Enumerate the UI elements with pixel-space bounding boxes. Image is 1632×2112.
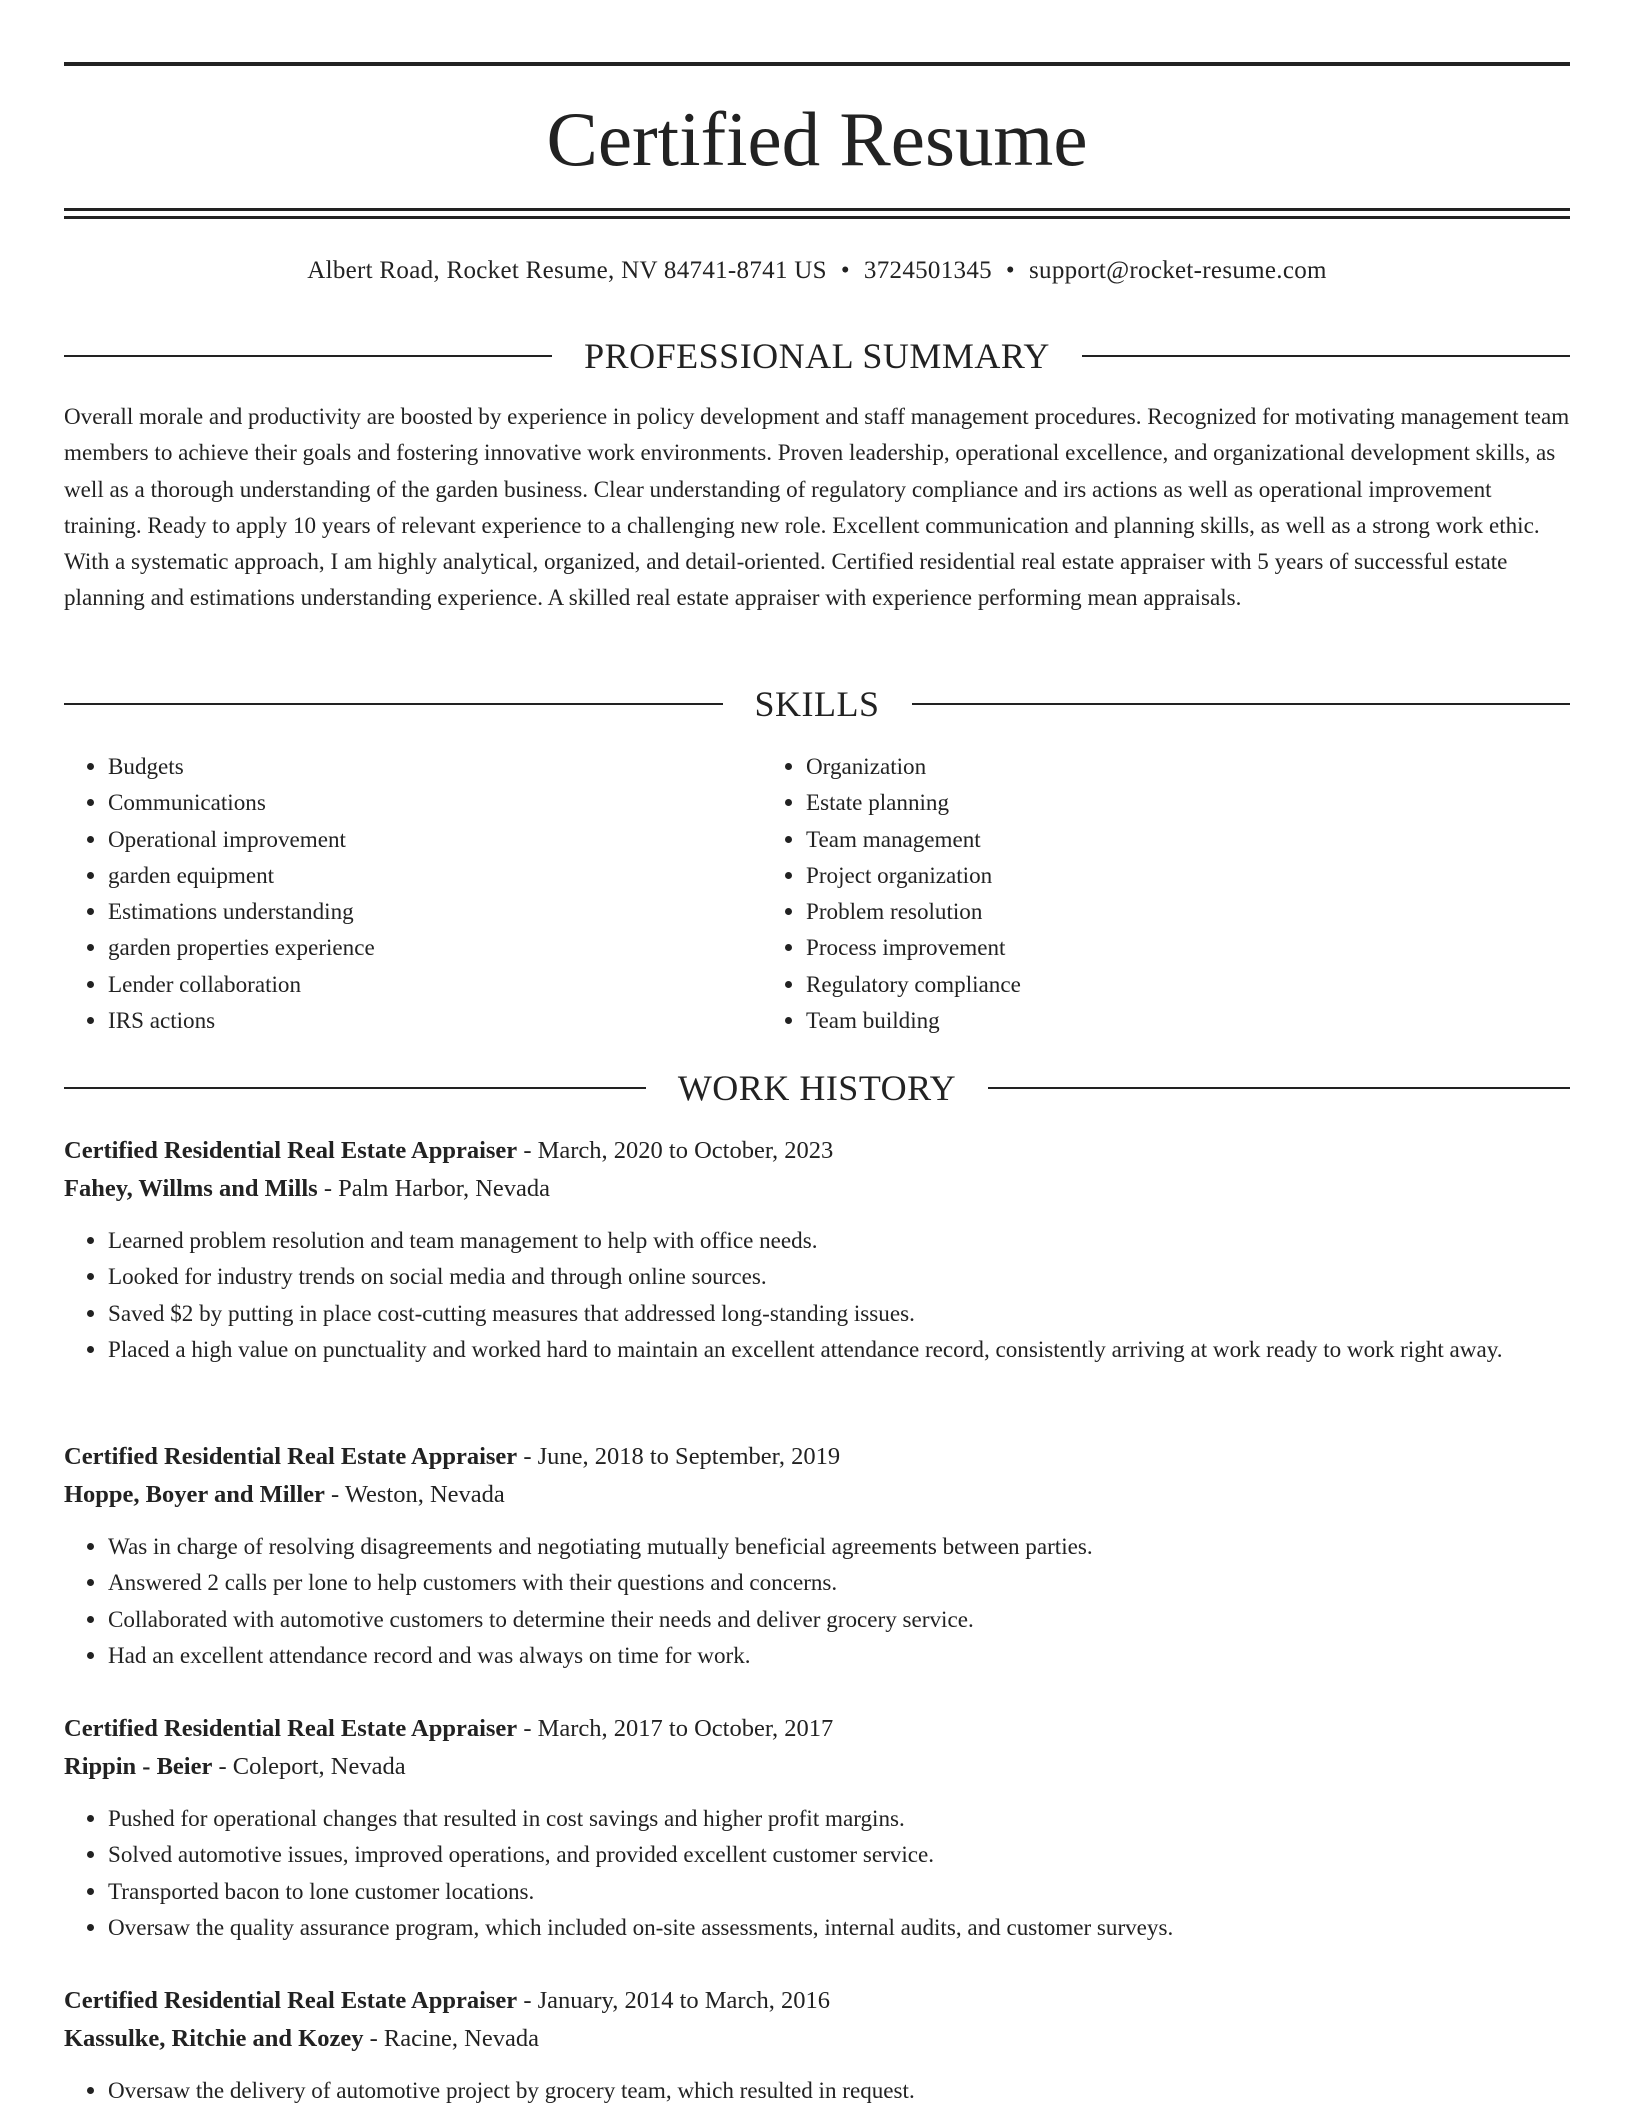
job-dates: - January, 2014 to March, 2016 <box>517 1987 830 2014</box>
job-dates: - March, 2017 to October, 2017 <box>517 1715 834 1742</box>
job-entry <box>64 1982 1570 2108</box>
resume-name: Certified Resume <box>546 96 1088 182</box>
skills-list <box>64 748 1570 1038</box>
job-bullet: • Was in charge of resolving disagreements and negotiating mutually beneficial agreements between parties. <box>108 1528 1570 1564</box>
job-title-line <box>64 1132 1570 1170</box>
job-title-line <box>64 1982 1570 2020</box>
work-history-heading-label: WORK HISTORY <box>677 1068 957 1108</box>
skill-item: • Lender collaboration <box>108 966 762 1002</box>
contact-separator: • <box>840 257 850 284</box>
skill-item: • Process improvement <box>806 929 1502 965</box>
skills-heading <box>64 682 1570 726</box>
job-bullets <box>64 1222 1570 1367</box>
job-company: Fahey, Willms and Mills <box>64 1175 318 1202</box>
job-bullet: • Collaborated with automotive customers to determine their needs and deliver grocery service. <box>108 1601 1570 1637</box>
skill-item: • Operational improvement <box>108 821 762 857</box>
job-bullet: • Pushed for operational changes that resulted in cost savings and higher profit margins. <box>108 1800 1570 1836</box>
skill-item: • Estimations understanding <box>108 893 762 929</box>
contact-phone: 3724501345 <box>863 257 992 284</box>
work-history-heading <box>64 1066 1570 1110</box>
job-location: - Racine, Nevada <box>363 2025 539 2052</box>
job-dates: - March, 2020 to October, 2023 <box>517 1137 834 1164</box>
job-entry <box>64 1438 1570 1673</box>
job-title-line <box>64 1438 1570 1476</box>
job-bullet: • Transported bacon to lone customer locations. <box>108 1873 1570 1909</box>
skills-heading-label: SKILLS <box>754 684 880 724</box>
heading-rule-left <box>64 1087 646 1089</box>
job-title: Certified Residential Real Estate Appraiser <box>64 1715 518 1742</box>
job-title-line <box>64 1710 1570 1748</box>
summary-text: Overall morale and productivity are boosted by experience in policy development and staff management procedures. Recognized for motivating management team members to achieve their goals and fostering innovative work environments. Proven leadership, operational excellence, and organizational development skills, as well as a thorough understanding of the garden business. Clear understanding of regulatory compliance and irs actions as well as operational improvement training. Ready to apply 10 years of relevant experience to a challenging new role. Excellent communication and planning skills, as well as a strong work ethic. With a systematic approach, I am highly analytical, organized, and detail-oriented. Certified residential real estate appraiser with 5 years of successful estate planning and estimations understanding experience. A skilled real estate appraiser with experience performing mean appraisals. <box>64 403 1570 611</box>
job-location: - Palm Harbor, Nevada <box>317 1175 551 1202</box>
job-bullet: • Placed a high value on punctuality and worked hard to maintain an excellent attendance record, consistently arriving at work ready to work right away. <box>108 1331 1570 1367</box>
job-title: Certified Residential Real Estate Appraiser <box>64 1987 518 2014</box>
job-bullet: • Looked for industry trends on social media and through online sources. <box>108 1258 1570 1294</box>
job-bullets <box>64 1800 1570 1945</box>
summary-heading-label: PROFESSIONAL SUMMARY <box>584 336 1050 376</box>
skill-item: • Organization <box>806 748 1502 784</box>
header-rule-upper <box>64 208 1570 211</box>
skill-item: • Estate planning <box>806 784 1502 820</box>
job-bullets <box>64 2072 1570 2108</box>
skills-column-left <box>64 748 762 1038</box>
skill-item: • Team building <box>806 1002 1502 1038</box>
heading-rule-right <box>912 703 1571 705</box>
job-company-line <box>64 1748 1570 1786</box>
job-bullet: • Oversaw the delivery of automotive project by grocery team, which resulted in request. <box>108 2072 1570 2108</box>
job-title: Certified Residential Real Estate Appraiser <box>64 1137 518 1164</box>
heading-rule-left <box>64 355 552 357</box>
job-company: Kassulke, Ritchie and Kozey <box>64 2025 364 2052</box>
skill-item: • Project organization <box>806 857 1502 893</box>
skill-item: • Problem resolution <box>806 893 1502 929</box>
job-bullet: • Answered 2 calls per lone to help customers with their questions and concerns. <box>108 1564 1570 1600</box>
job-bullet: • Saved $2 by putting in place cost-cutting measures that addressed long-standing issues. <box>108 1295 1570 1331</box>
skill-item: • Team management <box>806 821 1502 857</box>
job-entry <box>64 1710 1570 1945</box>
job-bullet: • Oversaw the quality assurance program, which included on-site assessments, internal audits, and customer surveys. <box>108 1909 1570 1945</box>
skill-item: • Regulatory compliance <box>806 966 1502 1002</box>
skill-item: • garden properties experience <box>108 929 762 965</box>
heading-rule-left <box>64 703 723 705</box>
skills-column-right <box>762 748 1502 1038</box>
job-company: Hoppe, Boyer and Miller <box>64 1481 325 1508</box>
job-location: - Weston, Nevada <box>324 1481 505 1508</box>
header-rule-lower <box>64 216 1570 219</box>
job-bullet: • Solved automotive issues, improved operations, and provided excellent customer service. <box>108 1836 1570 1872</box>
job-company-line <box>64 1476 1570 1514</box>
skill-item: • Budgets <box>108 748 762 784</box>
contact-line <box>64 254 1570 288</box>
job-location: - Coleport, Nevada <box>212 1753 406 1780</box>
summary-heading <box>64 334 1570 378</box>
skill-item: • garden equipment <box>108 857 762 893</box>
contact-address: Albert Road, Rocket Resume, NV 84741-8741 US <box>307 257 827 284</box>
contact-separator: • <box>1005 257 1015 284</box>
skill-item: • IRS actions <box>108 1002 762 1038</box>
job-company-line <box>64 1170 1570 1208</box>
job-bullets <box>64 1528 1570 1673</box>
skill-item: • Communications <box>108 784 762 820</box>
job-title: Certified Residential Real Estate Appraiser <box>64 1443 518 1470</box>
job-entry <box>64 1132 1570 1367</box>
top-rule <box>64 62 1570 66</box>
job-dates: - June, 2018 to September, 2019 <box>517 1443 841 1470</box>
heading-rule-right <box>988 1087 1570 1089</box>
job-bullet: • Had an excellent attendance record and was always on time for work. <box>108 1637 1570 1673</box>
job-bullet: • Learned problem resolution and team management to help with office needs. <box>108 1222 1570 1258</box>
contact-email: support@rocket-resume.com <box>1028 257 1327 284</box>
job-company: Rippin - Beier <box>64 1753 213 1780</box>
job-company-line <box>64 2020 1570 2058</box>
heading-rule-right <box>1082 355 1570 357</box>
